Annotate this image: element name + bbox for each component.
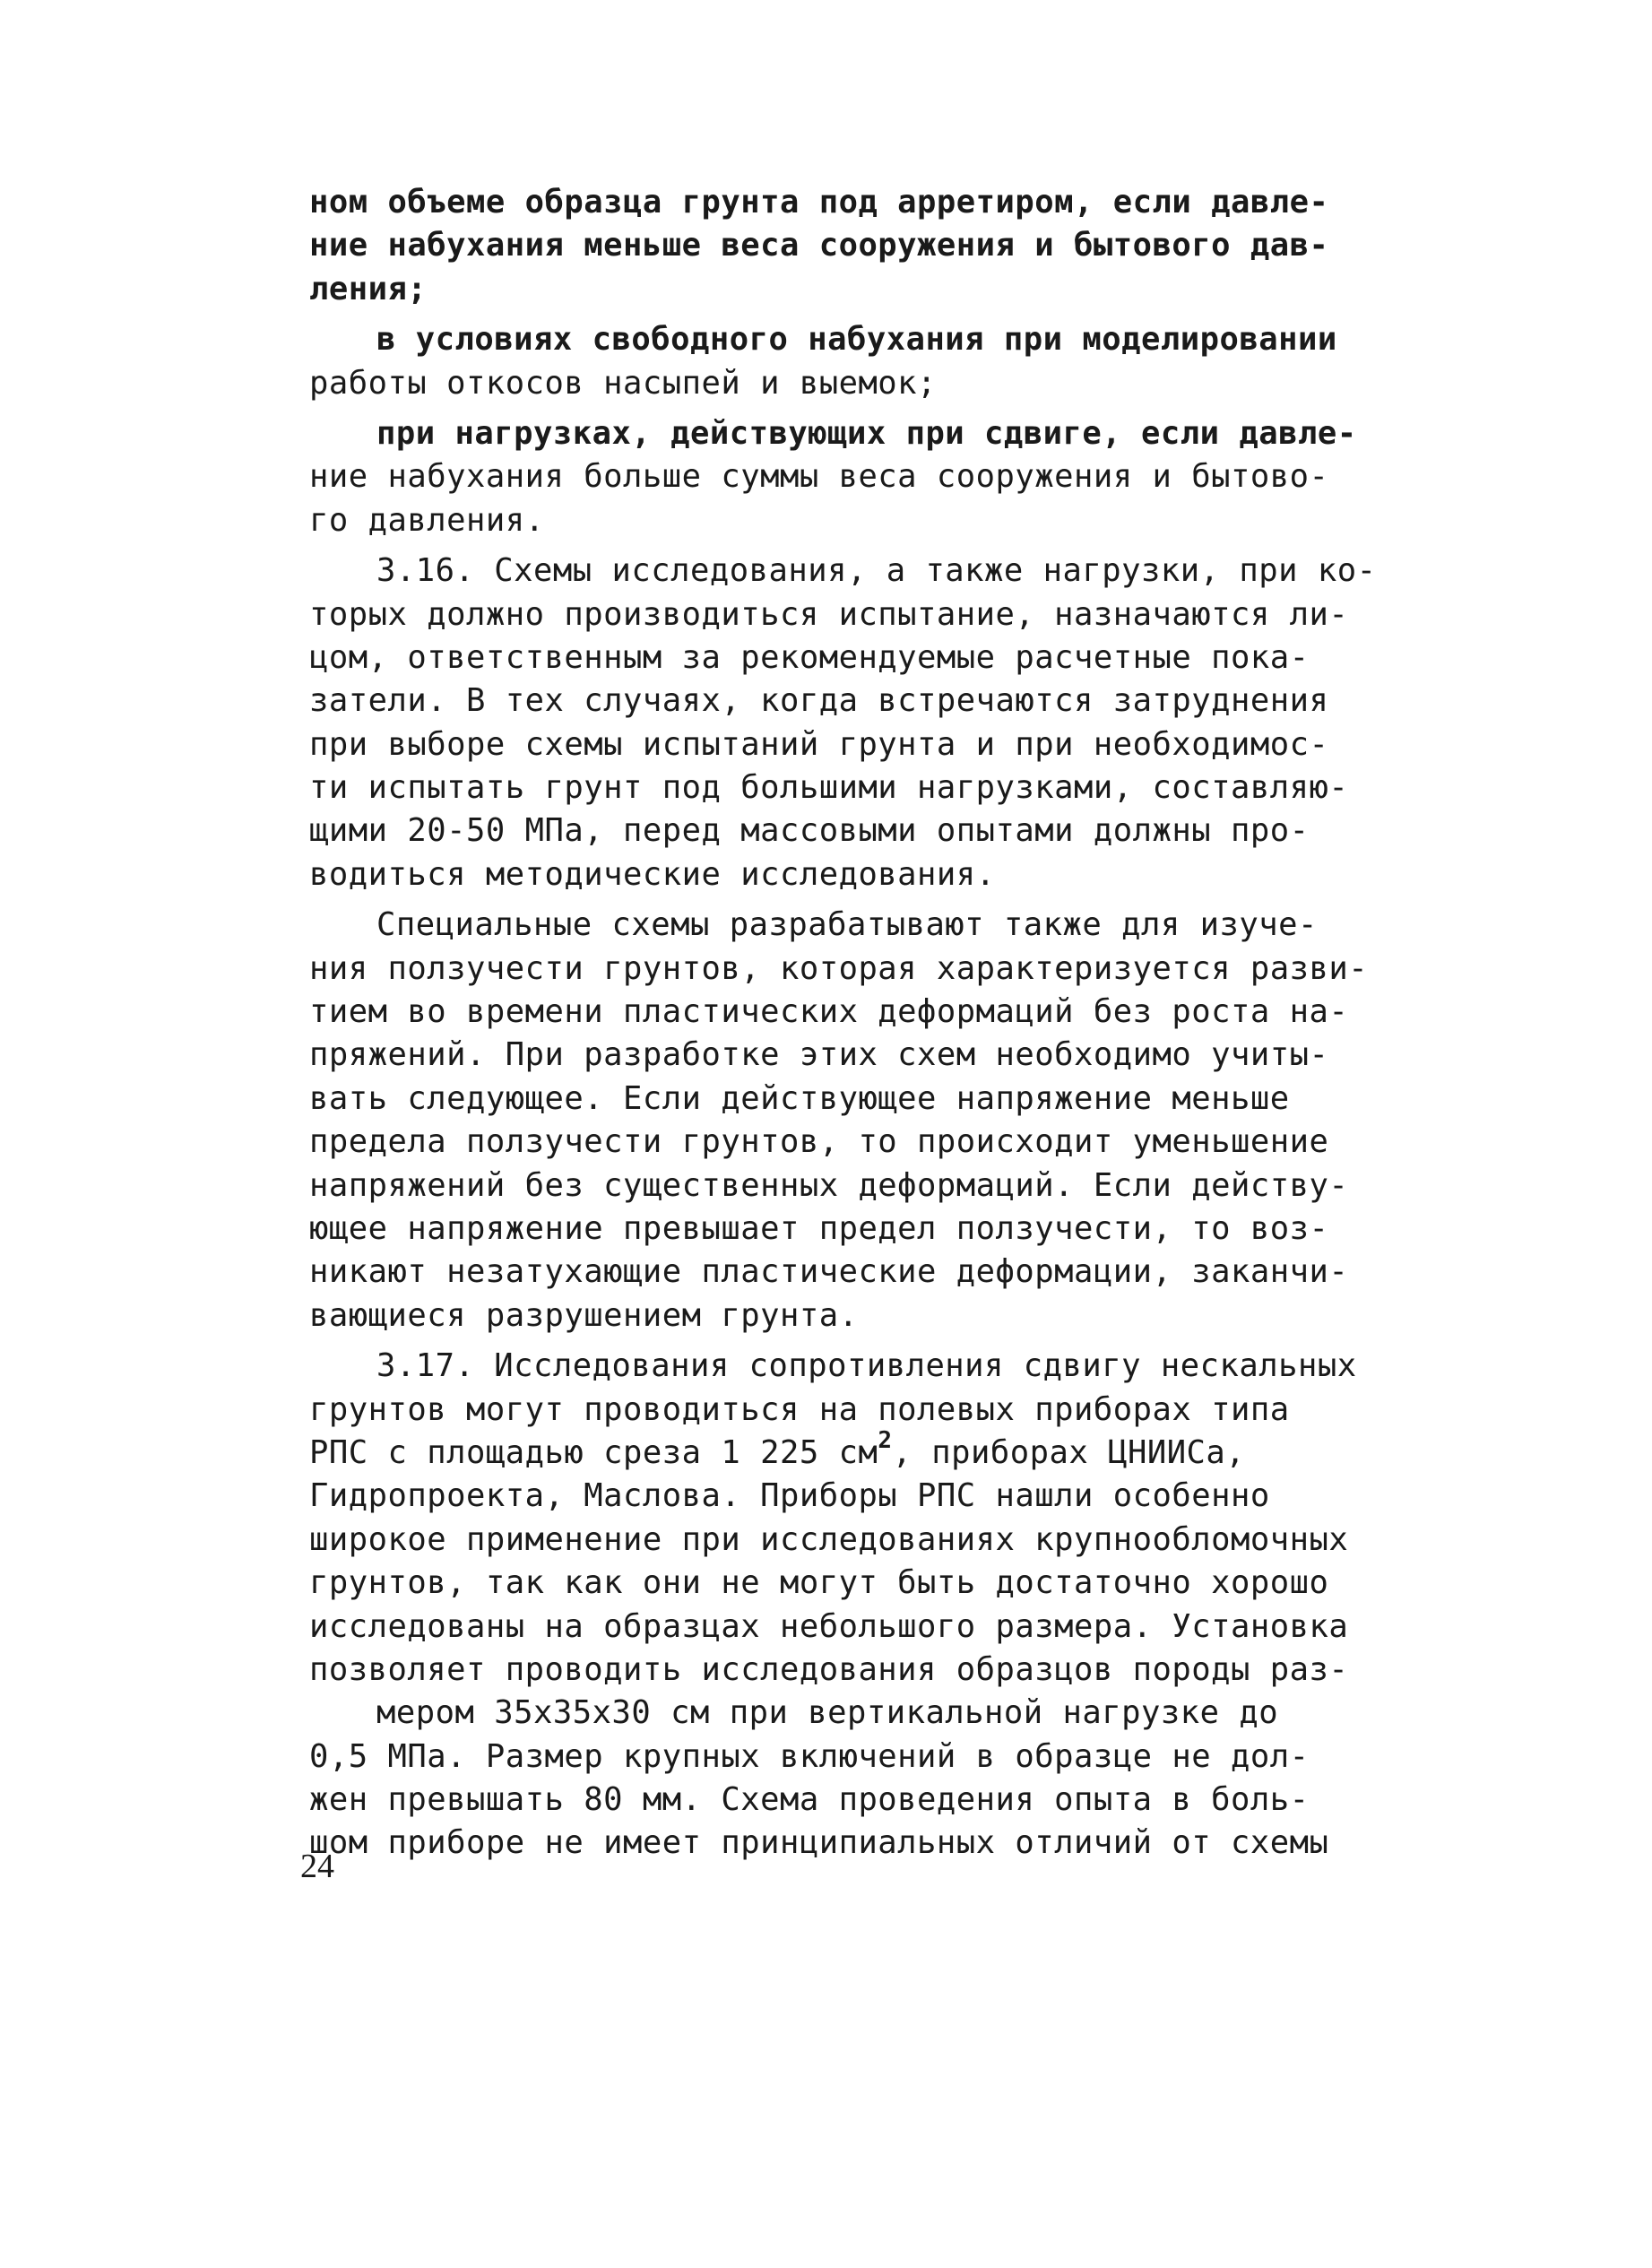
text-line [309, 1121, 1475, 1164]
text-line-content: грунтов могут проводиться на полевых приборах типа [309, 1390, 1290, 1428]
text-line [309, 1294, 1475, 1337]
text-line-content: цом, ответственным за рекомендуемые расчетные пока- [309, 638, 1310, 676]
text-line-content: вающиеся разрушением грунта. [309, 1296, 859, 1334]
text-line-content: 0,5 МПа. Размер крупных включений в образце не дол- [309, 1737, 1310, 1775]
text-line-content: тием во времени пластических деформаций без роста на- [309, 993, 1349, 1031]
text-line-content: торых должно производиться испытание, назначаются ли- [309, 595, 1349, 633]
text-line [309, 853, 1475, 896]
text-line-tail: , приборах ЦНИИСа, [892, 1433, 1246, 1471]
superscript: 2 [878, 1427, 893, 1455]
text-line [309, 809, 1475, 853]
body-text [309, 181, 1475, 1865]
text-line [309, 1427, 1475, 1475]
text-line [309, 1562, 1475, 1605]
text-line [309, 1251, 1475, 1294]
text-line-content: ющее напряжение превышает предел ползучести, то воз- [309, 1209, 1329, 1247]
text-line-content: 3.16. Схемы исследования, а также нагрузки, при ко- [376, 552, 1377, 590]
text-line [309, 224, 1475, 267]
text-line [309, 1649, 1475, 1692]
text-line [309, 362, 1475, 405]
text-line [309, 723, 1475, 766]
text-line [309, 1034, 1475, 1077]
text-line [309, 412, 1475, 455]
text-line-content: мером 35x35x30 см при вертикальной нагрузке до [376, 1694, 1279, 1732]
text-line-content: ния ползучести грунтов, которая характеризуется разви- [309, 949, 1369, 987]
text-line-content: ние набухания больше суммы веса сооружения и бытово- [309, 458, 1329, 496]
text-line-content: широкое применение при исследованиях крупнообломочных [309, 1520, 1349, 1558]
text-line-content: шом приборе не имеет принципиальных отличий от схемы [309, 1824, 1329, 1862]
text-line [309, 1736, 1475, 1779]
text-line-content: при выборе схемы испытаний грунта и при необходимос- [309, 725, 1329, 763]
text-line [309, 680, 1475, 723]
text-line-content: предела ползучести грунтов, то происходит уменьшение [309, 1123, 1329, 1161]
text-line [309, 1164, 1475, 1208]
text-line [309, 268, 1475, 311]
text-line-content: жен превышать 80 мм. Схема проведения опыта в боль- [309, 1781, 1310, 1819]
page-number: 24 [300, 1848, 334, 1885]
text-line-content: напряжений без существенных деформаций. Если действу- [309, 1166, 1349, 1204]
text-line [309, 318, 1475, 361]
text-line [309, 1078, 1475, 1121]
text-line-content: щими 20-50 МПа, перед массовыми опытами должны про- [309, 812, 1310, 850]
text-line [309, 499, 1475, 542]
text-line-content: го давления. [309, 501, 545, 539]
text-line [309, 181, 1475, 224]
text-line-content: исследованы на образцах небольшого размера. Установка [309, 1607, 1349, 1645]
text-line-content: Гидропроекта, Маслова. Приборы РПС нашли особенно [309, 1477, 1270, 1515]
text-line [309, 1345, 1475, 1388]
text-line [309, 1519, 1475, 1562]
text-line [309, 550, 1475, 593]
text-line-content: вать следующее. Если действующее напряжение меньше [309, 1079, 1290, 1117]
text-line-content: ние набухания меньше веса сооружения и бытового дав- [309, 227, 1329, 264]
text-line [309, 1822, 1475, 1865]
text-line-content: работы откосов насыпей и выемок; [309, 364, 937, 402]
text-line-content: 3.17. Исследования сопротивления сдвигу нескальных [376, 1347, 1357, 1385]
text-line-content: пряжений. При разработке этих схем необходимо учиты- [309, 1036, 1329, 1074]
text-line [309, 991, 1475, 1034]
text-line-content: никают незатухающие пластические деформации, заканчи- [309, 1253, 1349, 1291]
text-line-content: ном объеме образца грунта под арретиром, если давле- [309, 184, 1329, 221]
text-line [309, 1475, 1475, 1518]
text-line [309, 1692, 1475, 1735]
text-line [309, 766, 1475, 809]
text-line [309, 593, 1475, 636]
text-line-content: затели. В тех случаях, когда встречаются затруднения [309, 682, 1329, 720]
text-line-content: ления; [309, 270, 428, 307]
text-line [309, 636, 1475, 680]
text-line [309, 455, 1475, 498]
text-line-content: водиться методические исследования. [309, 855, 996, 893]
text-line [309, 948, 1475, 991]
text-line-content: при нагрузках, действующих при сдвиге, если давле- [376, 414, 1357, 452]
text-line [309, 904, 1475, 947]
text-line-content: Специальные схемы разрабатывают также для изуче- [376, 906, 1318, 944]
text-line-content: позволяет проводить исследования образцов породы раз- [309, 1650, 1349, 1688]
text-line-content: в условиях свободного набухания при моделировании [376, 321, 1337, 359]
text-line-content: РПС с площадью среза 1 225 см [309, 1433, 878, 1471]
text-line [309, 1389, 1475, 1432]
text-line [309, 1208, 1475, 1251]
text-line-content: ти испытать грунт под большими нагрузками, составляю- [309, 769, 1349, 807]
text-line [309, 1606, 1475, 1649]
text-line-content: грунтов, так как они не могут быть достаточно хорошо [309, 1564, 1329, 1602]
text-line [309, 1779, 1475, 1822]
